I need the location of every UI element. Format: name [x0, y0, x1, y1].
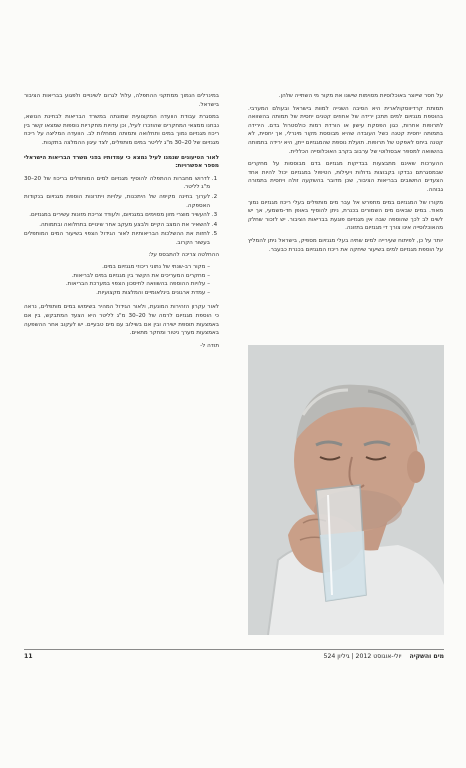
footer-publication [324, 651, 444, 663]
list-item: – מחקרים המעריכים את הקשר בין מגנזיום במים לבריאות. [24, 272, 210, 281]
paragraph: תמותת קרדיווסקולארית היא הסיבה השנייה למוות בישראל ובעולם המערבי. בהוספת מגנזיום למים תתכן ירידה של אחוזים קטנים יחסית של תמותה בהשוואה לתרופות אחרות, כגון הפסקת עישון או הורדת רמות כולסטרול בדם. הירידה בתמותה יחסית קטנה כשל העובדה שהיא מבוססת מקור מינרלי, אך יחסית, לא קטנה ביחס לאפקט של תרופות. תועלת נוספת שהמגנזיום ייתן, היא ירידה בתמותה בהשוואה למספר אבסולוטי של ערבוב בקרב האוכלוסייה הכללית. [248, 105, 443, 155]
list-item: 1. לדרוש מחברות ההתפלה להוסיף מגנזיום למים המותפלים בריכוז של 20–30 מ"ג לליטר. [24, 175, 210, 192]
list-item: 4. להשאיר את המצב הקיים ולבצע מעקב אחר שינויים בתחלואה ובתמותה. [24, 221, 210, 230]
left-text-column [24, 92, 219, 642]
list-item: – מקור רב-שנתי של נתוני ריכוזי מגנזיום במים. [24, 263, 210, 272]
list-item: – עלויות ההוספה בהשוואה לחיסכון הצפוי במערכת הבריאות. [24, 280, 210, 289]
closing-text: תודה ל- [200, 342, 219, 349]
section-heading: לאור הטיעונים שנמנו לעיל נמצא כי עמדותיו בפני משרד הבריאות הישראלי מספר אפשרויות: [24, 154, 219, 170]
issue-info: יולי-אוגוסט 2012 | גיליון 524 [323, 653, 402, 660]
list-item: 5. לחזות את ההשלכות הבריאותיות לאור הגידול הצפוי בשיעור המים המותפלים בעשור הקרוב. [24, 230, 210, 247]
paragraph: יותר על כן, לפיתוח שעירייה למים שתיה בעלי מגנזיום מספיק, בישראל ניתן להמליץ על הוספת מגנזיום למים בשיעור שיחקה את ריכוז המגנזיום בכנרת כבעבר. [248, 237, 443, 253]
paragraph: במינרלים הנמוך ממתקני ההתפלה, עלול לגרום לשינויים ולפגוע בבריאות הציבור בישראל. [24, 93, 219, 108]
criteria-list [24, 263, 219, 297]
paragraph: ההחלטה צריכה להתבסס על: [148, 251, 219, 258]
photo-illustration [248, 345, 444, 635]
paragraph: מקורו של המגנזיום במים מתפרש אל עבר מים מותפלים בעלי ריכוז מגנזיום נמוך מאוד. במים שבאים מים השמורים בכנרת, ניתן להוסיף באופן חד-משמעי, אך יש לשים לב לכך שהוספה שבה אין מגנזיום פוגעת בבריאות הציבור. יש לזכור שחלק מהאוכלוסייה אינו צורך די מגנזיום בתזונה. [248, 199, 443, 232]
magazine-name: מים והשקיה [409, 653, 444, 660]
list-item: 2. לערוך בחינה מקיפה של היתכנות, עלויות ויתרונות הוספת מגנזיום בנקודות האספקה. [24, 193, 210, 210]
list-item: – עמדת ארגונים בינלאומיים והמלצות מקצועיות. [24, 289, 210, 298]
list-item: 3. להעשיר מוצרי מזון מסוימים במגנזיום, ולעודד צריכת מזונות עשירים במגנזיום. [24, 211, 210, 220]
options-list [24, 175, 219, 248]
page-number: 11 [24, 653, 33, 660]
paragraph: במסגרת עבודת הוועדה המקצועית שמונתה במשרד הבריאות לבחינת הנושא, נבחנו ממצאי המחקרים שהוזכרו לעיל, וכן עדויות מחקריות נוספות שמצאו קשר בין ריכוז מגנזיום נמוך במים ותחלואה ותמותה ממחלות לב. הוועדה המליצה על ריכוז מגנזיום של 20–30 מ"ג לליטר במים מותפלים, לצד עיגון ההמלצה בתקנות. [24, 114, 219, 146]
paragraph: על חסר שייוצר באוכלוסיות מסוימות שישנו את מקור מי השתייה שלהן. [278, 93, 443, 99]
paragraph: לאור עקרון הזהירות המונעת, ולאור הגידול המהיר בשימוש במים מותפלים, נראה כי הוספת מגנזיום לרמה של 20–30 מ"ג לליטר היא הצעד המתבקש, בין אם באמצעות תוספת ישירה ובין אם בשילוב עם מים טבעיים. יש לעקוב אחר ההשפעה באמצעות מערך ניטור ומחקר מתאים. [24, 304, 219, 337]
page-footer [24, 649, 444, 662]
man-drinking-water-photo [248, 345, 444, 635]
paragraph: ההערכות שאינם מתבצעות בבדיקות מגנזיום בדם מבוססות על מחקרים שבמסגרתם נבדקו בקבוצות גדולות ויעילות, הטיפול במגנזיום יכול להיות אחד הצעדים החשובים בבריאות הציבור, שכן מדובר בהשקעה זולה ויחסית בתמורה גבוהה. [248, 161, 443, 193]
right-text-column [248, 92, 443, 342]
